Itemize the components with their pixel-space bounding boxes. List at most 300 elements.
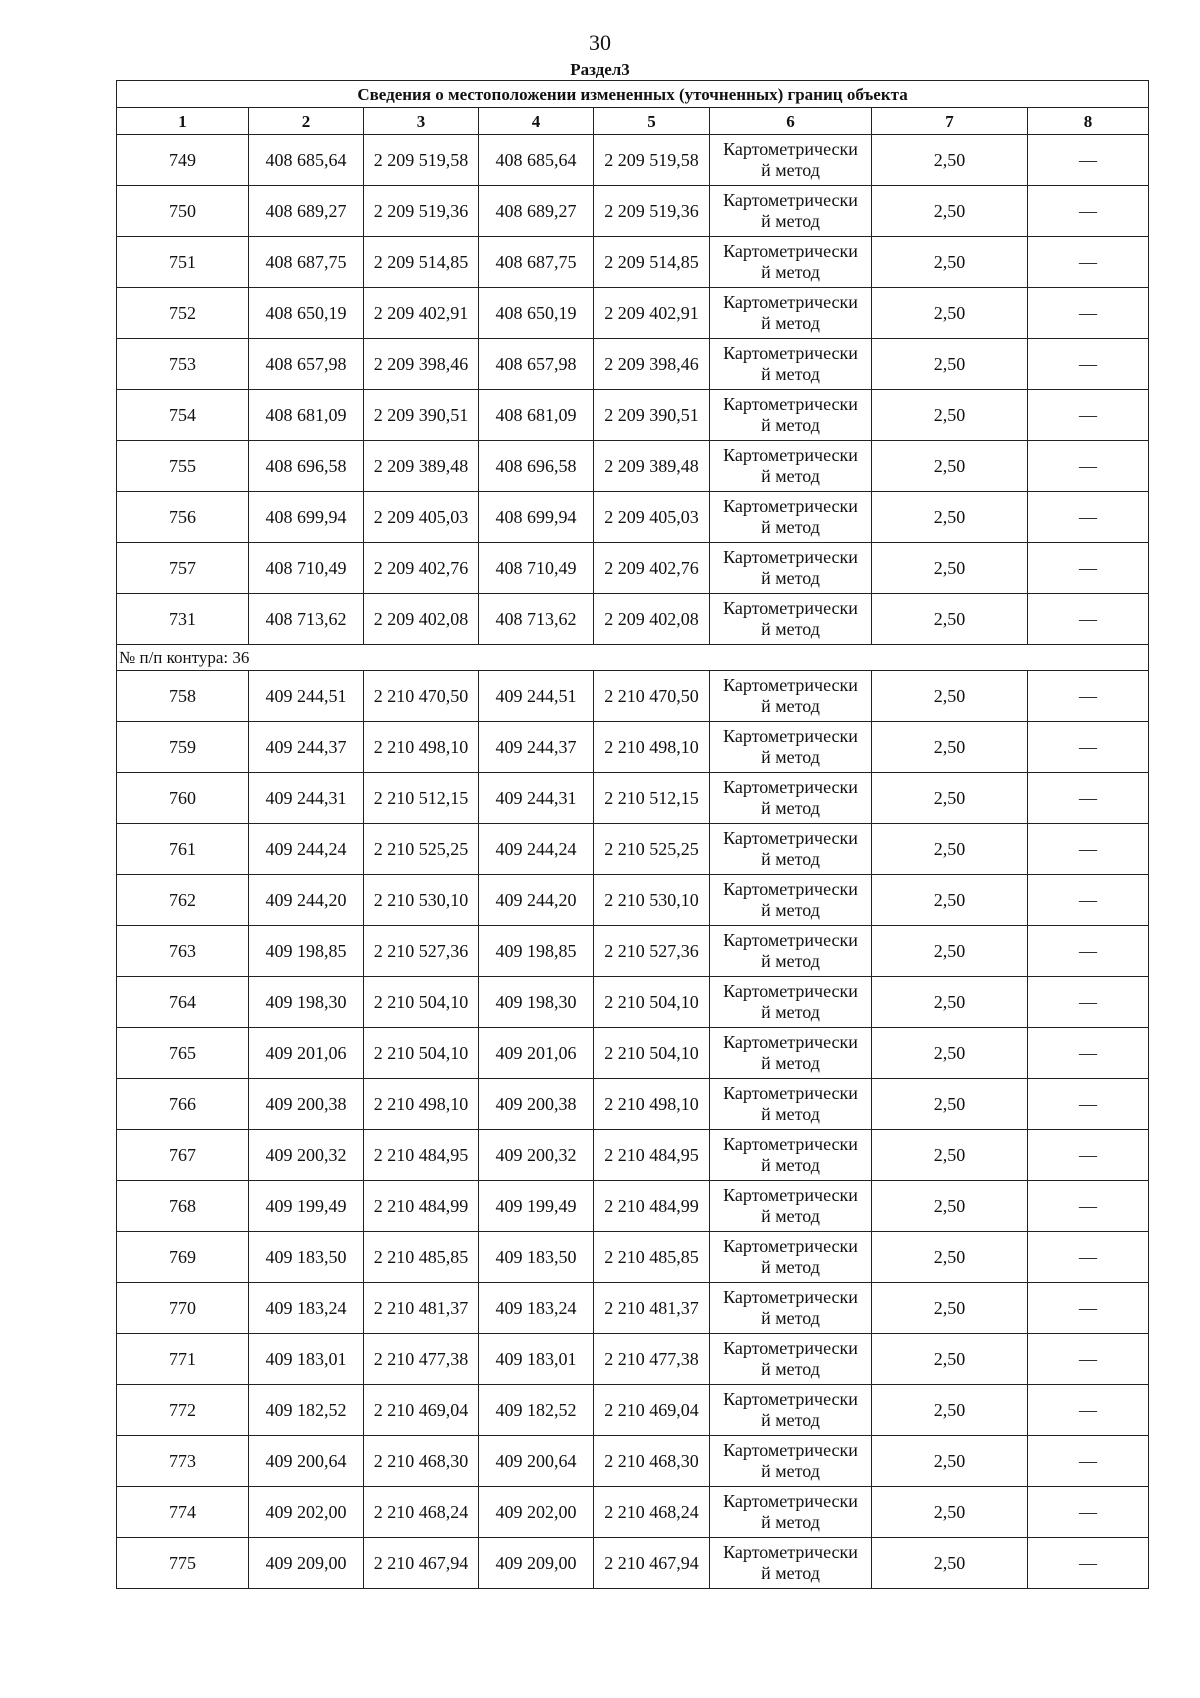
x-existing-cell: 408 681,09 [249,390,364,441]
y-existing-cell: 2 210 504,10 [364,1028,479,1079]
x-refined-cell: 409 244,37 [479,722,594,773]
x-existing-cell: 408 710,49 [249,543,364,594]
table-row [117,390,1149,441]
note-cell: — [1028,186,1149,237]
note-cell: — [1028,1487,1149,1538]
accuracy-cell: 2,50 [872,1181,1028,1232]
y-refined-cell: 2 210 525,25 [594,824,710,875]
table-caption-row [117,81,1149,108]
point-number-cell: 759 [117,722,249,773]
method-text: й метод [761,1257,820,1277]
method-text: Картометрически [723,1236,858,1256]
method-text: Картометрически [723,496,858,516]
note-cell: — [1028,773,1149,824]
accuracy-cell: 2,50 [872,237,1028,288]
accuracy-cell: 2,50 [872,773,1028,824]
x-existing-cell: 409 182,52 [249,1385,364,1436]
table-row [117,594,1149,645]
y-existing-cell: 2 209 390,51 [364,390,479,441]
y-refined-cell: 2 210 477,38 [594,1334,710,1385]
accuracy-cell: 2,50 [872,288,1028,339]
method-text: й метод [761,466,820,486]
method-cell [710,1538,872,1589]
note-cell: — [1028,390,1149,441]
table-row [117,1334,1149,1385]
x-refined-cell: 408 687,75 [479,237,594,288]
accuracy-cell: 2,50 [872,671,1028,722]
x-refined-cell: 409 182,52 [479,1385,594,1436]
accuracy-cell: 2,50 [872,1334,1028,1385]
table-row [117,1385,1149,1436]
accuracy-cell: 2,50 [872,1079,1028,1130]
note-cell: — [1028,1232,1149,1283]
table-row [117,1232,1149,1283]
table-row [117,773,1149,824]
x-refined-cell: 409 244,24 [479,824,594,875]
method-text: Картометрически [723,879,858,899]
point-number-cell: 769 [117,1232,249,1283]
coordinates-table [116,80,1149,1589]
y-refined-cell: 2 210 468,30 [594,1436,710,1487]
point-number-cell: 761 [117,824,249,875]
note-cell: — [1028,1079,1149,1130]
accuracy-cell: 2,50 [872,1385,1028,1436]
contour-label: № п/п контура: 36 [117,645,1149,671]
x-refined-cell: 409 244,31 [479,773,594,824]
table-row [117,288,1149,339]
method-text: Картометрически [723,1083,858,1103]
x-existing-cell: 409 244,37 [249,722,364,773]
method-text: й метод [761,211,820,231]
method-cell [710,1334,872,1385]
accuracy-cell: 2,50 [872,441,1028,492]
x-refined-cell: 408 650,19 [479,288,594,339]
table-row [117,339,1149,390]
x-refined-cell: 409 200,32 [479,1130,594,1181]
method-text: й метод [761,747,820,767]
table-row [117,1283,1149,1334]
x-existing-cell: 408 696,58 [249,441,364,492]
y-existing-cell: 2 209 402,76 [364,543,479,594]
y-refined-cell: 2 209 402,76 [594,543,710,594]
method-text: Картометрически [723,547,858,567]
method-cell [710,186,872,237]
point-number-cell: 773 [117,1436,249,1487]
header-col-3: 3 [364,108,479,135]
accuracy-cell: 2,50 [872,977,1028,1028]
note-cell: — [1028,875,1149,926]
point-number-cell: 750 [117,186,249,237]
accuracy-cell: 2,50 [872,594,1028,645]
y-existing-cell: 2 210 530,10 [364,875,479,926]
method-text: Картометрически [723,1134,858,1154]
y-existing-cell: 2 209 514,85 [364,237,479,288]
method-text: Картометрически [723,292,858,312]
method-cell [710,1130,872,1181]
y-refined-cell: 2 209 389,48 [594,441,710,492]
y-existing-cell: 2 210 467,94 [364,1538,479,1589]
method-text: Картометрически [723,343,858,363]
method-text: й метод [761,951,820,971]
method-text: Картометрически [723,1491,858,1511]
header-col-7: 7 [872,108,1028,135]
point-number-cell: 758 [117,671,249,722]
y-existing-cell: 2 210 512,15 [364,773,479,824]
method-text: Картометрически [723,1542,858,1562]
method-text: й метод [761,1308,820,1328]
method-text: й метод [761,1155,820,1175]
method-cell [710,977,872,1028]
x-refined-cell: 409 200,38 [479,1079,594,1130]
x-existing-cell: 409 244,51 [249,671,364,722]
method-text: Картометрически [723,726,858,746]
y-refined-cell: 2 210 469,04 [594,1385,710,1436]
method-text: й метод [761,1461,820,1481]
y-refined-cell: 2 209 398,46 [594,339,710,390]
y-refined-cell: 2 209 390,51 [594,390,710,441]
method-text: й метод [761,313,820,333]
method-text: Картометрически [723,1032,858,1052]
y-refined-cell: 2 210 468,24 [594,1487,710,1538]
x-existing-cell: 409 202,00 [249,1487,364,1538]
accuracy-cell: 2,50 [872,875,1028,926]
accuracy-cell: 2,50 [872,492,1028,543]
y-existing-cell: 2 210 525,25 [364,824,479,875]
table-row [117,722,1149,773]
x-refined-cell: 408 699,94 [479,492,594,543]
x-existing-cell: 408 650,19 [249,288,364,339]
accuracy-cell: 2,50 [872,1028,1028,1079]
y-refined-cell: 2 210 527,36 [594,926,710,977]
note-cell: — [1028,1283,1149,1334]
method-text: Картометрически [723,1389,858,1409]
method-text: Картометрически [723,241,858,261]
note-cell: — [1028,492,1149,543]
x-existing-cell: 408 657,98 [249,339,364,390]
table-row [117,186,1149,237]
x-refined-cell: 409 209,00 [479,1538,594,1589]
method-cell [710,773,872,824]
method-text: Картометрически [723,1287,858,1307]
point-number-cell: 756 [117,492,249,543]
x-refined-cell: 408 710,49 [479,543,594,594]
point-number-cell: 754 [117,390,249,441]
note-cell: — [1028,237,1149,288]
x-refined-cell: 409 202,00 [479,1487,594,1538]
table-row [117,1130,1149,1181]
y-refined-cell: 2 210 485,85 [594,1232,710,1283]
y-existing-cell: 2 210 468,24 [364,1487,479,1538]
header-col-4: 4 [479,108,594,135]
table-row [117,926,1149,977]
point-number-cell: 760 [117,773,249,824]
note-cell: — [1028,1028,1149,1079]
y-refined-cell: 2 209 519,58 [594,135,710,186]
method-cell [710,339,872,390]
y-existing-cell: 2 210 527,36 [364,926,479,977]
method-text: й метод [761,619,820,639]
method-cell [710,671,872,722]
table-body [117,81,1149,1589]
y-refined-cell: 2 209 402,08 [594,594,710,645]
accuracy-cell: 2,50 [872,543,1028,594]
point-number-cell: 763 [117,926,249,977]
point-number-cell: 764 [117,977,249,1028]
accuracy-cell: 2,50 [872,339,1028,390]
note-cell: — [1028,722,1149,773]
x-existing-cell: 409 183,01 [249,1334,364,1385]
method-text: й метод [761,696,820,716]
method-text: й метод [761,517,820,537]
note-cell: — [1028,135,1149,186]
table-row [117,1436,1149,1487]
y-existing-cell: 2 210 484,99 [364,1181,479,1232]
point-number-cell: 751 [117,237,249,288]
method-cell [710,1181,872,1232]
y-refined-cell: 2 209 402,91 [594,288,710,339]
x-existing-cell: 408 689,27 [249,186,364,237]
note-cell: — [1028,1436,1149,1487]
point-number-cell: 774 [117,1487,249,1538]
method-cell [710,926,872,977]
x-existing-cell: 409 199,49 [249,1181,364,1232]
table-row [117,1181,1149,1232]
table-row [117,1028,1149,1079]
y-refined-cell: 2 210 470,50 [594,671,710,722]
page-number: 30 [589,30,611,55]
x-refined-cell: 409 198,30 [479,977,594,1028]
note-cell: — [1028,926,1149,977]
table-row [117,135,1149,186]
method-cell [710,288,872,339]
note-cell: — [1028,824,1149,875]
method-text: й метод [761,160,820,180]
y-refined-cell: 2 210 512,15 [594,773,710,824]
y-refined-cell: 2 210 504,10 [594,977,710,1028]
y-existing-cell: 2 210 470,50 [364,671,479,722]
method-cell [710,1487,872,1538]
y-refined-cell: 2 210 484,95 [594,1130,710,1181]
method-text: Картометрически [723,930,858,950]
point-number-cell: 749 [117,135,249,186]
note-cell: — [1028,1538,1149,1589]
method-text: й метод [761,1002,820,1022]
accuracy-cell: 2,50 [872,1232,1028,1283]
x-refined-cell: 409 200,64 [479,1436,594,1487]
method-cell [710,492,872,543]
note-cell: — [1028,288,1149,339]
y-refined-cell: 2 210 498,10 [594,722,710,773]
table-row [117,824,1149,875]
y-refined-cell: 2 209 519,36 [594,186,710,237]
y-existing-cell: 2 210 469,04 [364,1385,479,1436]
method-cell [710,135,872,186]
point-number-cell: 770 [117,1283,249,1334]
x-refined-cell: 409 201,06 [479,1028,594,1079]
note-cell: — [1028,1385,1149,1436]
table-row [117,671,1149,722]
header-col-1: 1 [117,108,249,135]
method-cell [710,543,872,594]
accuracy-cell: 2,50 [872,186,1028,237]
x-refined-cell: 408 689,27 [479,186,594,237]
y-existing-cell: 2 210 498,10 [364,722,479,773]
contour-row [117,645,1149,671]
method-cell [710,1232,872,1283]
point-number-cell: 775 [117,1538,249,1589]
y-existing-cell: 2 209 402,08 [364,594,479,645]
note-cell: — [1028,1130,1149,1181]
table-caption: Сведения о местоположении измененных (уточненных) границ объекта [117,81,1149,108]
method-cell [710,1028,872,1079]
note-cell: — [1028,977,1149,1028]
accuracy-cell: 2,50 [872,824,1028,875]
method-text: Картометрически [723,981,858,1001]
x-existing-cell: 409 244,24 [249,824,364,875]
method-text: й метод [761,798,820,818]
table-row [117,1487,1149,1538]
header-col-5: 5 [594,108,710,135]
method-text: Картометрически [723,1440,858,1460]
y-existing-cell: 2 209 402,91 [364,288,479,339]
method-text: Картометрически [723,675,858,695]
y-refined-cell: 2 209 514,85 [594,237,710,288]
method-text: й метод [761,1053,820,1073]
x-refined-cell: 409 244,51 [479,671,594,722]
table-row [117,543,1149,594]
table-row [117,492,1149,543]
y-refined-cell: 2 210 498,10 [594,1079,710,1130]
table-row [117,441,1149,492]
header-col-6: 6 [710,108,872,135]
point-number-cell: 755 [117,441,249,492]
table-row [117,977,1149,1028]
method-cell [710,824,872,875]
x-refined-cell: 409 198,85 [479,926,594,977]
x-existing-cell: 409 244,20 [249,875,364,926]
x-existing-cell: 409 200,38 [249,1079,364,1130]
note-cell: — [1028,1334,1149,1385]
x-refined-cell: 408 681,09 [479,390,594,441]
accuracy-cell: 2,50 [872,1538,1028,1589]
accuracy-cell: 2,50 [872,1283,1028,1334]
point-number-cell: 768 [117,1181,249,1232]
y-existing-cell: 2 209 389,48 [364,441,479,492]
x-refined-cell: 409 183,01 [479,1334,594,1385]
method-cell [710,1079,872,1130]
point-number-cell: 772 [117,1385,249,1436]
x-existing-cell: 409 198,85 [249,926,364,977]
method-cell [710,875,872,926]
table-row [117,237,1149,288]
x-refined-cell: 409 199,49 [479,1181,594,1232]
y-existing-cell: 2 210 468,30 [364,1436,479,1487]
method-text: й метод [761,1563,820,1583]
x-refined-cell: 408 685,64 [479,135,594,186]
point-number-cell: 765 [117,1028,249,1079]
point-number-cell: 767 [117,1130,249,1181]
point-number-cell: 757 [117,543,249,594]
y-refined-cell: 2 210 467,94 [594,1538,710,1589]
method-text: й метод [761,1410,820,1430]
method-text: Картометрически [723,1185,858,1205]
note-cell: — [1028,543,1149,594]
method-text: Картометрически [723,1338,858,1358]
y-existing-cell: 2 209 405,03 [364,492,479,543]
method-cell [710,237,872,288]
point-number-cell: 753 [117,339,249,390]
point-number-cell: 752 [117,288,249,339]
method-text: Картометрически [723,394,858,414]
y-existing-cell: 2 209 398,46 [364,339,479,390]
accuracy-cell: 2,50 [872,1130,1028,1181]
accuracy-cell: 2,50 [872,1436,1028,1487]
x-existing-cell: 408 713,62 [249,594,364,645]
accuracy-cell: 2,50 [872,390,1028,441]
point-number-cell: 771 [117,1334,249,1385]
method-cell [710,1436,872,1487]
method-cell [710,722,872,773]
note-cell: — [1028,671,1149,722]
x-existing-cell: 409 209,00 [249,1538,364,1589]
note-cell: — [1028,1181,1149,1232]
x-refined-cell: 409 183,24 [479,1283,594,1334]
method-cell [710,441,872,492]
point-number-cell: 766 [117,1079,249,1130]
y-existing-cell: 2 210 484,95 [364,1130,479,1181]
method-text: й метод [761,849,820,869]
method-text: й метод [761,1206,820,1226]
method-text: Картометрически [723,139,858,159]
x-existing-cell: 408 699,94 [249,492,364,543]
table-row [117,1538,1149,1589]
x-refined-cell: 408 657,98 [479,339,594,390]
accuracy-cell: 2,50 [872,722,1028,773]
header-col-8: 8 [1028,108,1149,135]
method-text: й метод [761,262,820,282]
x-refined-cell: 409 244,20 [479,875,594,926]
y-refined-cell: 2 210 504,10 [594,1028,710,1079]
method-text: й метод [761,568,820,588]
note-cell: — [1028,594,1149,645]
method-text: Картометрически [723,777,858,797]
x-refined-cell: 409 183,50 [479,1232,594,1283]
x-existing-cell: 409 200,64 [249,1436,364,1487]
method-cell [710,1385,872,1436]
table-row [117,875,1149,926]
method-text: Картометрически [723,190,858,210]
method-text: й метод [761,364,820,384]
x-refined-cell: 408 696,58 [479,441,594,492]
header-row [117,108,1149,135]
x-refined-cell: 408 713,62 [479,594,594,645]
accuracy-cell: 2,50 [872,1487,1028,1538]
y-existing-cell: 2 210 485,85 [364,1232,479,1283]
method-cell [710,594,872,645]
y-existing-cell: 2 210 477,38 [364,1334,479,1385]
point-number-cell: 762 [117,875,249,926]
method-text: й метод [761,900,820,920]
table-row [117,1079,1149,1130]
method-text: й метод [761,1104,820,1124]
y-refined-cell: 2 210 484,99 [594,1181,710,1232]
y-refined-cell: 2 210 481,37 [594,1283,710,1334]
accuracy-cell: 2,50 [872,926,1028,977]
x-existing-cell: 409 201,06 [249,1028,364,1079]
x-existing-cell: 409 244,31 [249,773,364,824]
accuracy-cell: 2,50 [872,135,1028,186]
note-cell: — [1028,441,1149,492]
